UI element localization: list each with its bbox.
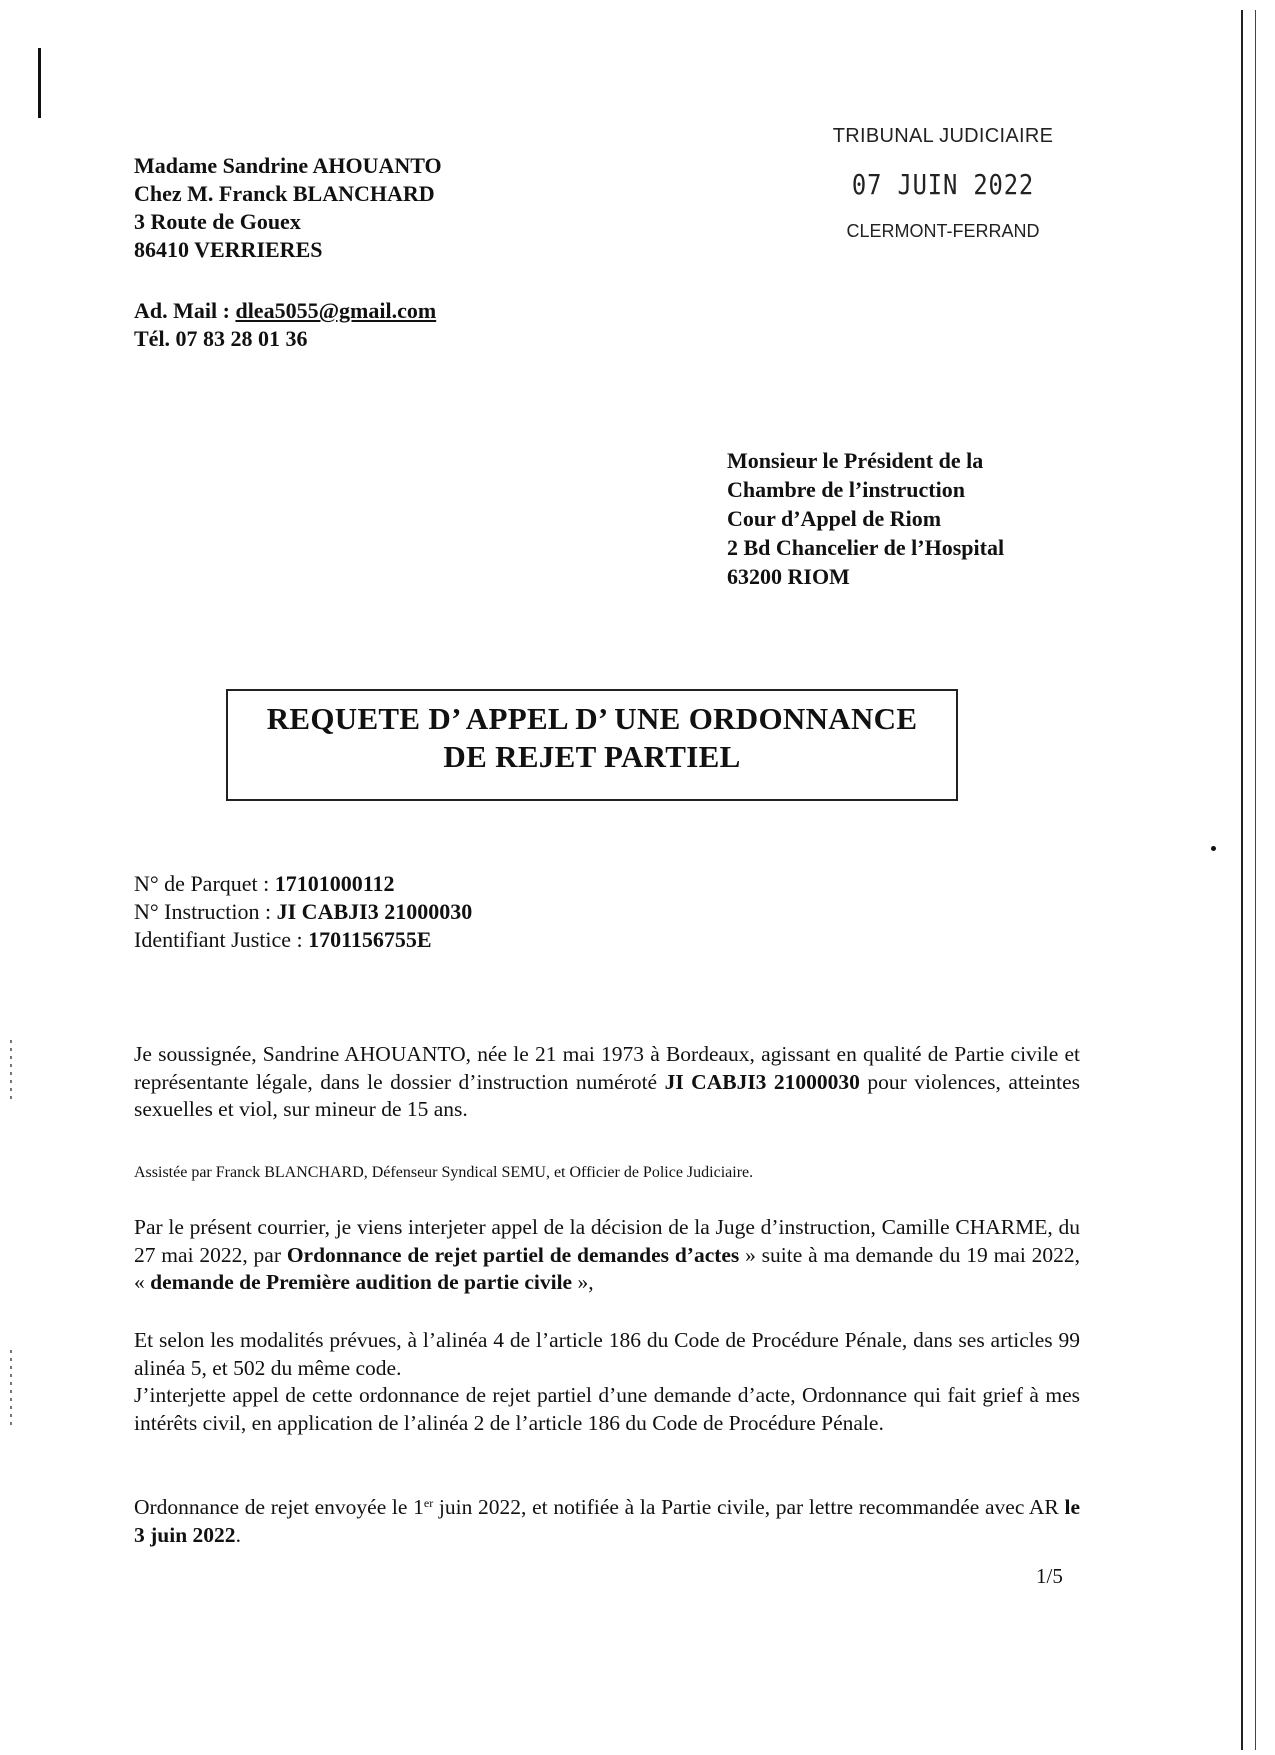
recipient-line: Chambre de l’instruction [727, 477, 965, 502]
recipient-address [727, 446, 1004, 591]
paragraph-bold: demande de Première audition de partie civile [150, 1270, 573, 1294]
superscript: er [423, 1496, 434, 1510]
paragraph-legal-basis [134, 1327, 1080, 1437]
paragraph-bold: Ordonnance de rejet partiel de demandes d’actes [286, 1242, 740, 1267]
paragraph-notification [134, 1494, 1080, 1549]
parquet-label: N° de Parquet : [134, 871, 275, 896]
paragraph-text: » suite à ma demande du 19 mai 2022, « [134, 1242, 1080, 1294]
scan-speck [1211, 846, 1216, 851]
phone-number: Tél. 07 83 28 01 36 [134, 326, 308, 351]
document-title-box [226, 689, 958, 801]
paragraph-text: Par le présent courrier, je viens interjeter appel de la décision de la Juge d’instruction, Camille CHARME, du 27 mai 2022, par [134, 1215, 1080, 1267]
paragraph-text: Ordonnance de rejet envoyée le 1 [134, 1495, 424, 1519]
title-line: REQUETE D’ APPEL D’ UNE ORDONNANCE [266, 701, 918, 736]
scan-dash-artifact [10, 1350, 12, 1430]
recipient-line: 2 Bd Chancelier de l’Hospital [727, 535, 1005, 560]
sender-care-of: Chez M. Franck BLANCHARD [134, 181, 435, 206]
recipient-line: Cour d’Appel de Riom [727, 506, 942, 531]
paragraph-appeal [134, 1214, 1080, 1297]
recipient-line: Monsieur le Président de la [727, 448, 984, 473]
instruction-label: N° Instruction : [134, 899, 277, 924]
paragraph-text: J’interjette appel de cette ordonnance de rejet partiel d’une demande d’acte, Ordonnance qui fait grief à mes intérêts civil, en application de l’alinéa 2 de l’article 186 du Code de Procédure Pénale. [134, 1383, 1080, 1435]
page-number: 1/5 [1036, 1564, 1063, 1588]
paragraph-text: Je soussignée, Sandrine AHOUANTO, née le 21 mai 1973 à Bordeaux, agissant en qualité de Partie civile et représentante légale, dans le dossier d’instruction numéroté [134, 1042, 1080, 1094]
title-line: DE REJET PARTIEL [443, 739, 741, 774]
paragraph-declaration [134, 1041, 1080, 1124]
instruction-number: JI CABJI3 21000030 [276, 899, 473, 924]
paragraph-text: . [235, 1522, 241, 1547]
sender-street: 3 Route de Gouex [134, 209, 301, 234]
email-link[interactable]: dlea5055@gmail.com [235, 298, 437, 323]
paragraph-text: juin 2022, et notifiée à la Partie civile, par lettre recommandée avec AR [433, 1495, 1065, 1519]
scan-dash-artifact [10, 1040, 12, 1100]
sender-name: Madame Sandrine AHOUANTO [134, 153, 442, 178]
assistance-note: Assistée par Franck BLANCHARD, Défenseur Syndical SEMU, et Officier de Police Judiciaire. [134, 1164, 754, 1181]
sender-contact [134, 297, 436, 353]
paragraph-bold: JI CABJI3 21000030 [664, 1069, 860, 1094]
stamp-date: 07 JUIN 2022 [851, 168, 1035, 201]
mail-label: Ad. Mail : [134, 298, 236, 323]
paragraph-text: Et selon les modalités prévues, à l’alinéa 4 de l’article 186 du Code de Procédure Pénale, dans ses articles 99 alinéa 5, et 502 du même code. [134, 1328, 1080, 1380]
paragraph-text: pour violences, atteintes sexuelles et viol, sur mineur de 15 ans. [134, 1069, 1080, 1121]
parquet-number: 17101000112 [274, 871, 395, 896]
sender-city: 86410 VERRIERES [134, 237, 323, 262]
paragraph-text: », [572, 1270, 594, 1294]
stamp-court: TRIBUNAL JUDICIAIRE [832, 125, 1054, 147]
stamp-city: CLERMONT-FERRAND [846, 221, 1040, 241]
scan-mark-artifact [38, 48, 41, 118]
received-stamp [808, 125, 1078, 242]
sender-address [134, 152, 442, 264]
paragraph-bold: le 3 juin 2022 [134, 1495, 1080, 1547]
recipient-line: 63200 RIOM [727, 564, 850, 589]
identifiant-number: 1701156755E [308, 927, 432, 952]
identifiant-label: Identifiant Justice : [134, 927, 309, 952]
scan-edge-artifact [1241, 10, 1256, 1750]
case-references [134, 870, 472, 954]
